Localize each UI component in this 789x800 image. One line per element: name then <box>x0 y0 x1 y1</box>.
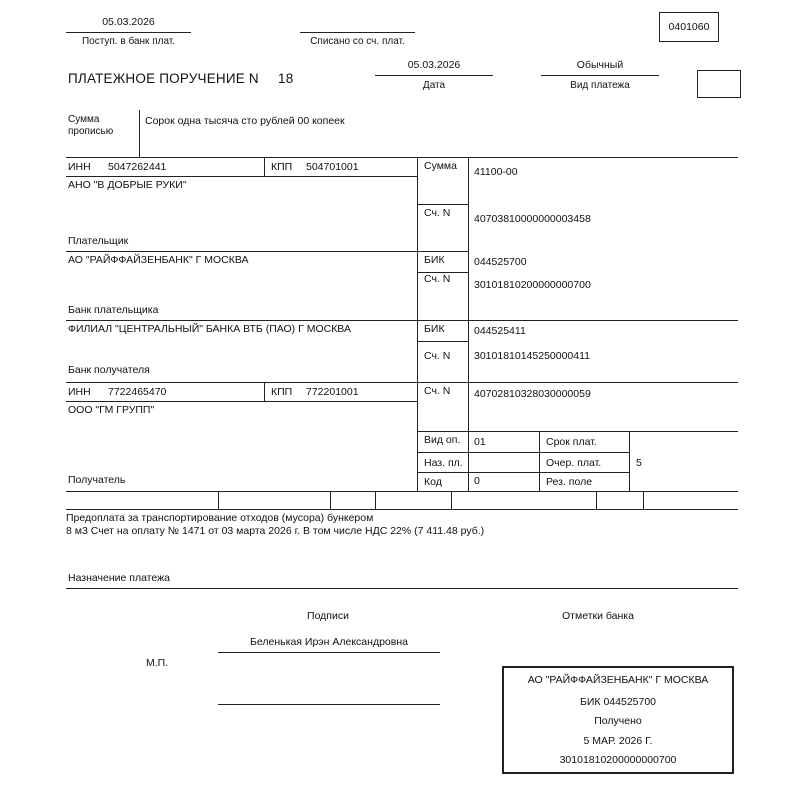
payee-bank-account-label: Сч. N <box>424 350 451 362</box>
received-date-underline <box>66 32 191 33</box>
payee-label: Получатель <box>68 474 126 486</box>
payment-purpose-label: Назначение платежа <box>68 572 170 584</box>
tax-cell-divider-4 <box>451 491 452 509</box>
payee-bank-bik-label: БИК <box>424 323 445 335</box>
document-title: ПЛАТЕЖНОЕ ПОРУЧЕНИЕ N <box>68 71 259 86</box>
document-number: 18 <box>278 71 294 86</box>
payee-inn-label: ИНН <box>68 386 91 398</box>
payer-name: АНО "В ДОБРЫЕ РУКИ" <box>68 179 187 191</box>
grid-col-op-mid <box>539 431 540 491</box>
signature-line-2 <box>218 704 440 705</box>
payer-bank-account-label: Сч. N <box>424 273 451 285</box>
grid-line-payee-account <box>417 431 738 432</box>
tax-cell-divider-6 <box>643 491 644 509</box>
grid-line-payer-bank <box>66 320 738 321</box>
mp-label: М.П. <box>146 657 169 669</box>
received-date: 05.03.2026 <box>102 16 155 28</box>
received-date-label: Поступ. в банк плат. <box>81 36 176 47</box>
grid-col-payee-kpp <box>264 382 265 401</box>
payment-purpose-text: Предоплата за транспортирование отходов (мусора) бункером 8 м3 Счет на оплату № 1471 от 03 марта 2026 г. В том числе НДС 22% (7 411.48 руб.) <box>66 512 485 537</box>
amount-words-divider <box>139 110 140 157</box>
document-date-underline <box>375 75 493 76</box>
grid-line-payer-account <box>417 251 468 252</box>
vid-op-label: Вид оп. <box>424 434 461 446</box>
payer-bank-label: Банк плательщика <box>68 304 159 316</box>
payer-bank-name: АО "РАЙФФАЙЗЕНБАНК" Г МОСКВА <box>68 254 249 266</box>
stamp-bank-name: АО "РАЙФФАЙЗЕНБАНК" Г МОСКВА <box>527 674 709 686</box>
stamp-status: Получено <box>594 715 642 727</box>
payee-bank-label: Банк получателя <box>68 364 150 376</box>
debited-date-label: Списано со сч. плат. <box>310 36 405 47</box>
stamp-account: 30101810200000000700 <box>559 754 677 766</box>
payer-kpp-label: КПП <box>271 161 293 173</box>
payee-inn: 7722465470 <box>108 386 167 398</box>
payee-kpp-label: КПП <box>271 386 293 398</box>
vid-op-value: 01 <box>474 436 486 448</box>
tax-cell-divider-3 <box>375 491 376 509</box>
grid-line-payer <box>66 251 417 252</box>
payee-name: ООО "ГМ ГРУПП" <box>68 404 155 416</box>
payer-bank-bik: 044525700 <box>474 256 527 268</box>
kod-label: Код <box>424 476 442 488</box>
payment-type: Обычный <box>576 59 624 71</box>
grid-col-label <box>468 157 469 491</box>
grid-line-taxes-bottom <box>66 509 738 510</box>
payee-account-label: Сч. N <box>424 385 451 397</box>
grid-line-op-row2 <box>417 472 629 473</box>
payer-account: 40703810000000003458 <box>474 213 591 225</box>
payment-type-label: Вид платежа <box>570 80 630 91</box>
bank-marks-label: Отметки банка <box>562 610 634 622</box>
payee-kpp: 772201001 <box>306 386 359 398</box>
tax-cell-divider-2 <box>330 491 331 509</box>
grid-line-payer-inn <box>66 176 417 177</box>
grid-line-payee-inn <box>66 401 417 402</box>
sum-value: 41100-00 <box>474 166 518 178</box>
debited-date-underline <box>300 32 415 33</box>
grid-line-taxes-top <box>66 491 738 492</box>
tax-cell-divider-1 <box>218 491 219 509</box>
grid-col-main <box>417 157 418 491</box>
document-date-label: Дата <box>422 80 446 91</box>
payer-kpp: 504701001 <box>306 161 359 173</box>
naz-pl-label: Наз. пл. <box>424 457 463 469</box>
srok-label: Срок плат. <box>546 436 597 448</box>
payment-purpose-line <box>66 588 738 589</box>
form-code-box <box>659 12 719 42</box>
payer-inn: 5047262441 <box>108 161 167 173</box>
stamp-bik: БИК 044525700 <box>579 696 657 708</box>
grid-line-top <box>66 157 738 158</box>
rez-label: Рез. поле <box>546 476 593 488</box>
payee-account: 40702810328030000059 <box>474 388 591 400</box>
kod-value: 0 <box>474 475 480 487</box>
amount-words-label: Сумма прописью <box>68 114 114 137</box>
grid-line-payee-bank <box>66 382 738 383</box>
payer-inn-label: ИНН <box>68 161 91 173</box>
grid-line-op-row1 <box>417 452 629 453</box>
grid-line-payee-bik <box>417 341 468 342</box>
signature-line-1 <box>218 652 440 653</box>
payment-type-code-box <box>697 70 741 98</box>
signer-name: Беленькая Ирэн Александровна <box>250 636 408 648</box>
grid-col-op-right <box>629 431 630 491</box>
payer-label: Плательщик <box>68 235 129 247</box>
payee-bank-bik: 044525411 <box>474 325 526 337</box>
tax-cell-divider-5 <box>596 491 597 509</box>
amount-words-value: Сорок одна тысяча сто рублей 00 копеек <box>145 115 345 127</box>
payer-bank-account: 30101810200000000700 <box>474 279 591 291</box>
payment-type-underline <box>541 75 659 76</box>
payee-bank-account: 30101810145250000411 <box>474 350 591 362</box>
payer-bank-bik-label: БИК <box>424 254 445 266</box>
stamp-date: 5 МАР. 2026 Г. <box>583 735 653 747</box>
payee-bank-name: ФИЛИАЛ "ЦЕНТРАЛЬНЫЙ" БАНКА ВТБ (ПАО) Г МОСКВА <box>68 323 351 335</box>
grid-col-payer-kpp <box>264 157 265 176</box>
ocher-value: 5 <box>636 457 642 469</box>
document-date: 05.03.2026 <box>407 59 461 71</box>
signatures-label: Подписи <box>307 610 349 622</box>
ocher-label: Очер. плат. <box>546 457 602 469</box>
payer-account-label: Сч. N <box>424 207 451 219</box>
grid-line-sum <box>417 204 468 205</box>
bank-stamp <box>502 666 734 774</box>
form-code: 0401060 <box>668 21 710 33</box>
sum-label: Сумма <box>424 160 457 172</box>
